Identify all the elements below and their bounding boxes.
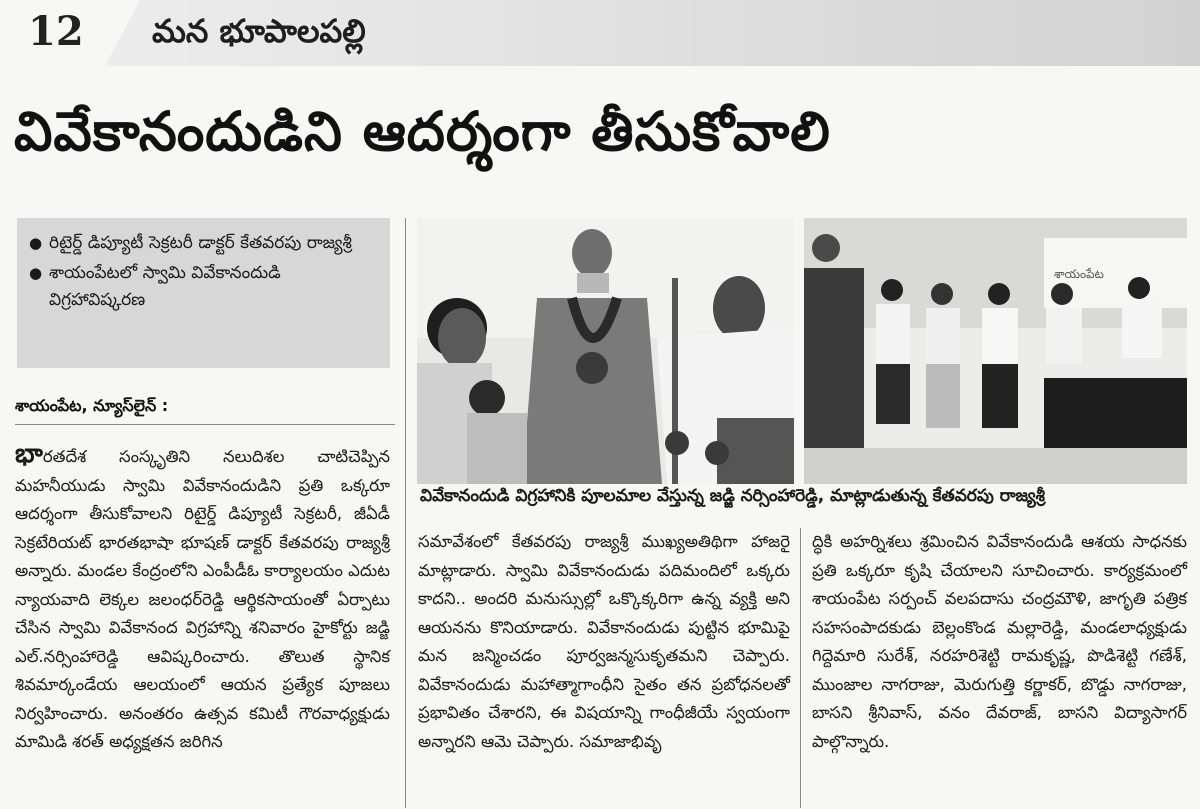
article-column-1 (15, 440, 390, 805)
column-1-text: రతదేశ సంస్కృతిని నలుదిశల చాటిచెప్పిన మహనీయుడు స్వామి వివేకానందుడిని ప్రతి ఒక్కరూ ఆదర్శంగా తీసుకోవాలని రిటైర్డ్ డిప్యూటీ సెక్రటరీ, జీఏడీ సెక్రటేరియట్ భారతభాషా భూషణ్ డాక్టర్ కేతవరపు రాజ్యశ్రీ అన్నారు. మండల కేంద్రంలోని ఎంపీడీఓ కార్యాలయం ఎదుట న్యాయవాది లెక్కల జలంధర్‌రెడ్డి ఆర్థికసాయంతో ఏర్పాటు చేసిన స్వామి వివేకానంద విగ్రహాన్ని శనివారం హైకోర్టు జడ్జి ఎల్.నర్సింహారెడ్డి ఆవిష్కరించారు. తొలుత స్థానిక శివమార్కండేయ ఆలయంలో ఆయన ప్రత్యేక పూజలు నిర్వహించారు. అనంతరం ఉత్సవ కమిటీ గౌరవాధ్యక్షుడు మామిడి శరత్ అధ్యక్షతన జరిగిన (15, 447, 390, 751)
headline: వివేకానందుడిని ఆదర్శంగా తీసుకోవాలి (14, 100, 831, 163)
article-column-2 (418, 528, 790, 808)
column-3-text: ద్ధికి అహర్నిశలు శ్రమించిన వివేకానందుడి ఆశయ సాధనకు ప్రతి ఒక్కరూ కృషి చేయాలని సూచించారు. కార్యక్రమంలో శాయంపేట సర్పంచ్ వలపదాసు చంద్రమౌళి, జాగృతి పత్రిక సహసంపాదకుడు బెల్లంకొండ మల్లారెడ్డి, మండలాధ్యక్షుడు గిద్దెమారి సురేశ్, నరహరిశెట్టి రామకృష్ణ, పొడిశెట్టి గణేశ్, ముంజాల నాగరాజు, మెరుగుత్తి కర్ణాకర్, బొడ్డు నాగరాజు, బాసని శ్రీనివాస్, వనం దేవరాజ్, బాసని విద్యాసాగర్ పాల్గొన్నారు. (812, 532, 1187, 751)
column-divider (405, 218, 406, 808)
highlights-box (17, 218, 390, 368)
photo-speaker-dais (804, 218, 1187, 484)
photo-caption: వివేకానందుడి విగ్రహానికి పూలమాల వేస్తున్న జడ్జి నర్సింహారెడ్డి, మాట్లాడుతున్న కేతవరపు రాజ్యశ్రీ (420, 486, 1045, 506)
page-number: 12 (28, 8, 84, 55)
banner-text: శాయంపేట (1054, 267, 1104, 281)
photo-statue-garlanding (417, 218, 794, 484)
dateline-rule (15, 424, 395, 425)
bullet-icon: ● (29, 264, 43, 282)
dateline: శాయంపేట, న్యూస్‌లైన్ : (15, 396, 169, 415)
column-2-text: సమావేశంలో కేతవరపు రాజ్యశ్రీ ముఖ్యఅతిథిగా హాజరై మాట్లాడారు. స్వామి వివేకానందుడు పదిమందిలో ఒక్కరు కాదని.. అందరి మనుస్సుల్లో ఒక్కొక్కరిగా ఉన్న వ్యక్తి అని ఆయనను కొనియాడారు. వివేకానందుడు పుట్టిన భూమిపై మన జన్మించడం పూర్వజన్మసుకృతమని చెప్పారు. వివేకానందుడు మహాత్మాగాంధీని సైతం తన ప్రబోధనలతో ప్రభావితం చేశారని, ఈ విషయాన్ని గాంధీజీయే స్వయంగా అన్నారని ఆమె చెప్పారు. సమాజాభివృ (418, 532, 790, 751)
highlight-text: రిటైర్డ్ డిప్యూటీ సెక్రటరీ డాక్టర్ కేతవరపు రాజ్యశ్రీ (49, 233, 352, 253)
article-column-3 (812, 528, 1187, 808)
drop-cap: భా (15, 439, 43, 469)
highlight-text: శాయంపేటలో స్వామి వివేకానందుడి విగ్రహావిష్కరణ (49, 263, 281, 310)
highlight-item (29, 260, 380, 314)
paragraph (15, 440, 390, 757)
photo-statue-image (417, 218, 794, 484)
photo-dais-image (804, 218, 1187, 484)
column-divider (800, 528, 801, 808)
section-title: మన భూపాలపల్లి (152, 12, 366, 50)
highlight-item (29, 230, 380, 257)
bullet-icon: ● (29, 234, 43, 252)
